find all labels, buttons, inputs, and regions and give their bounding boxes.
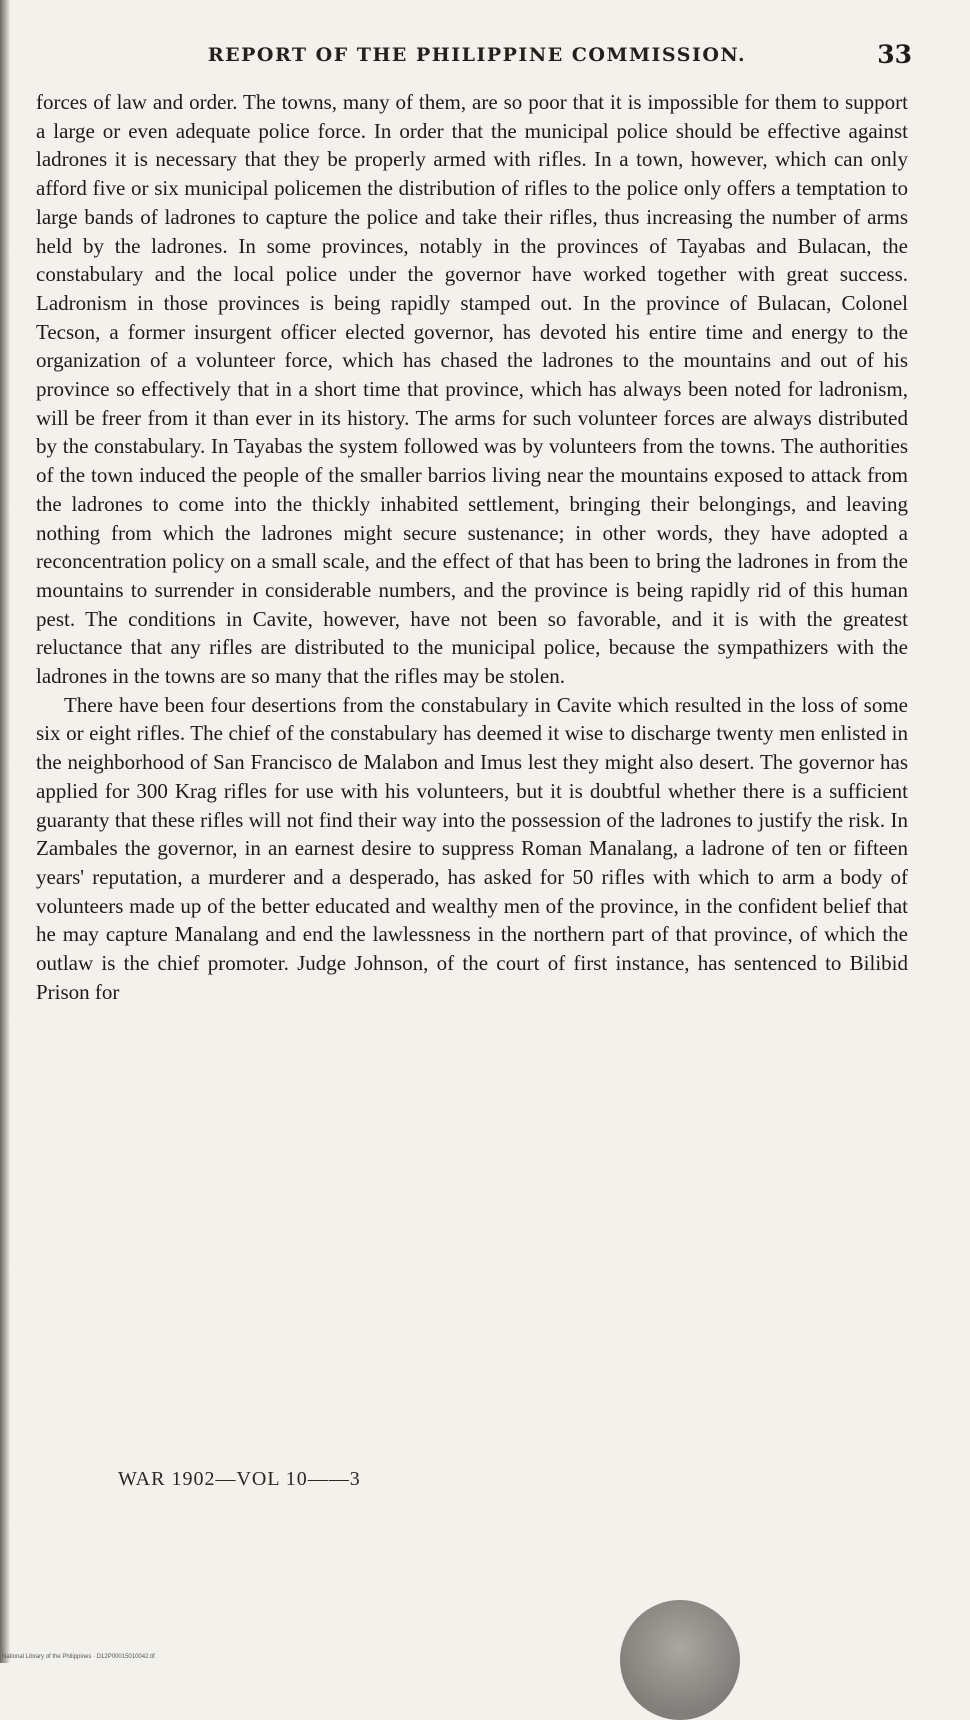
body-text: [36, 88, 908, 1007]
running-title: REPORT OF THE PHILIPPINE COMMISSION.: [207, 44, 747, 66]
page-number: 33: [877, 40, 912, 69]
scan-thumb-shadow: [620, 1600, 740, 1720]
paragraph-1: forces of law and order. The towns, many of them, are so poor that it is impossible for them to support a large or even adequate police force. In order that the municipal police should be effective against ladrones it is necessary that they be properly armed with rifles. In a town, however, which can only afford five or six municipal policemen the distribution of rifles to the police only offers a temptation to large bands of ladrones to capture the police and take their rifles, thus increasing the number of arms held by the ladrones. In some provinces, notably in the provinces of Tayabas and Bulacan, the constabulary and the local police under the governor have worked together with great success. Ladronism in those provinces is being rapidly stamped out. In the province of Bulacan, Colonel Tecson, a former insurgent officer elected governor, has devoted his entire time and energy to the organization of a volunteer force, which has chased the ladrones to the mountains and out of his province so effectively that in a short time that province, which has always been noted for ladronism, will be freer from it than ever in its history. The arms for such volunteer forces are always distributed by the constabulary. In Tayabas the system followed was by volunteers from the towns. The authorities of the town induced the people of the smaller barrios living near the mountains exposed to attack from the ladrones to come into the thickly inhabited settlement, bringing their belongings, and leaving nothing from which the ladrones might secure sustenance; in other words, they have adopted a reconcentration policy on a small scale, and the effect of that has been to bring the ladrones in from the mountains to surrender in considerable numbers, and the province is being rapidly rid of this human pest. The conditions in Cavite, however, have not been so favorable, and it is with the greatest reluctance that any rifles are distributed to the municipal police, because the sympathizers with the ladrones in the towns are so many that the rifles may be stolen.: [36, 90, 908, 689]
page-binding-edge: [0, 0, 10, 1663]
running-head: [36, 40, 918, 78]
scan-credit: National Library of the Philippines · D12P00015010042.tif: [2, 1654, 155, 1660]
paragraph-2: There have been four desertions from the constabulary in Cavite which resulted in the loss of some six or eight rifles. The chief of the constabulary has deemed it wise to discharge twenty men enlisted in the neighborhood of San Francisco de Malabon and Imus lest they might also desert. The governor has applied for 300 Krag rifles for use with his volunteers, but it is doubtful whether there is a sufficient guaranty that these rifles will not find their way into the possession of the ladrones to justify the risk. In Zambales the governor, in an earnest desire to suppress Roman Manalang, a ladrone of ten or fifteen years' reputation, a murderer and a desperado, has asked for 50 rifles with which to arm a body of volunteers made up of the better educated and wealthy men of the province, in the confident belief that he may capture Manalang and end the lawlessness in the northern part of that province, of which the outlaw is the chief promoter. Judge Johnson, of the court of first instance, has sentenced to Bilibid Prison for: [36, 692, 908, 1004]
signature-mark: WAR 1902—VOL 10——3: [118, 1468, 361, 1490]
